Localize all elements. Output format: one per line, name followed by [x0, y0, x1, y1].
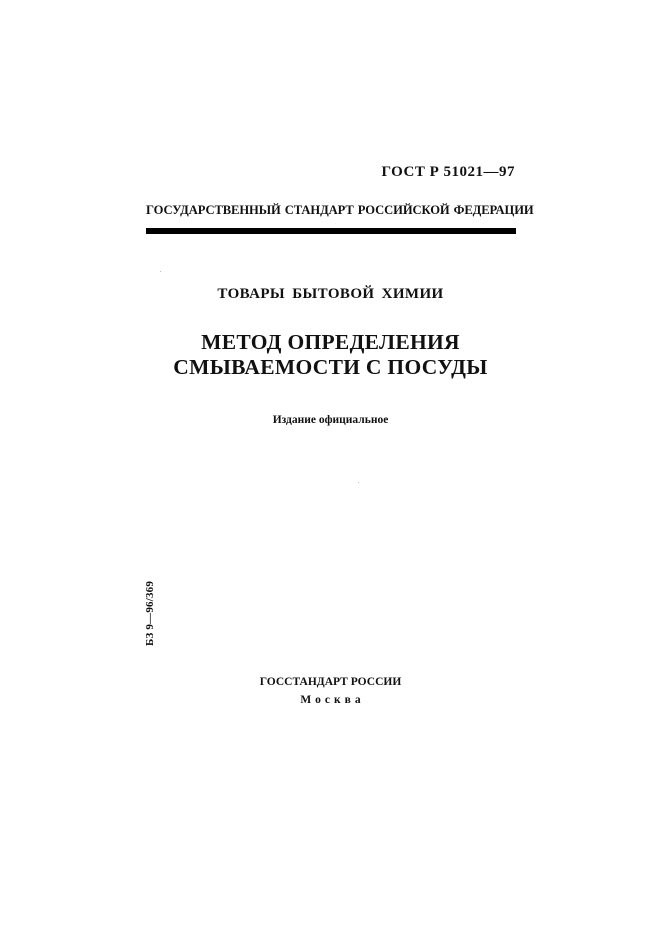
edition-label: Издание официальное	[272, 414, 389, 426]
title-line-2: СМЫВАЕМОСТИ С ПОСУДЫ	[173, 355, 488, 379]
scan-speck	[160, 271, 161, 272]
gost-number: ГОСТ Р 51021—97	[381, 164, 515, 180]
title-line-1: МЕТОД ОПРЕДЕЛЕНИЯ	[201, 330, 460, 354]
document-title	[0, 330, 661, 380]
scan-speck	[358, 482, 359, 483]
header-divider	[146, 228, 516, 234]
state-standard-header: ГОСУДАРСТВЕННЫЙ СТАНДАРТ РОССИЙСКОЙ ФЕДЕРАЦИИ	[146, 203, 534, 217]
publisher-city: Москва	[300, 694, 365, 706]
document-category: ТОВАРЫ БЫТОВОЙ ХИМИИ	[217, 286, 444, 302]
publisher-block	[0, 673, 661, 709]
catalog-code: БЗ 9—96/369	[144, 580, 156, 646]
publisher-name: ГОССТАНДАРТ РОССИИ	[259, 676, 402, 688]
